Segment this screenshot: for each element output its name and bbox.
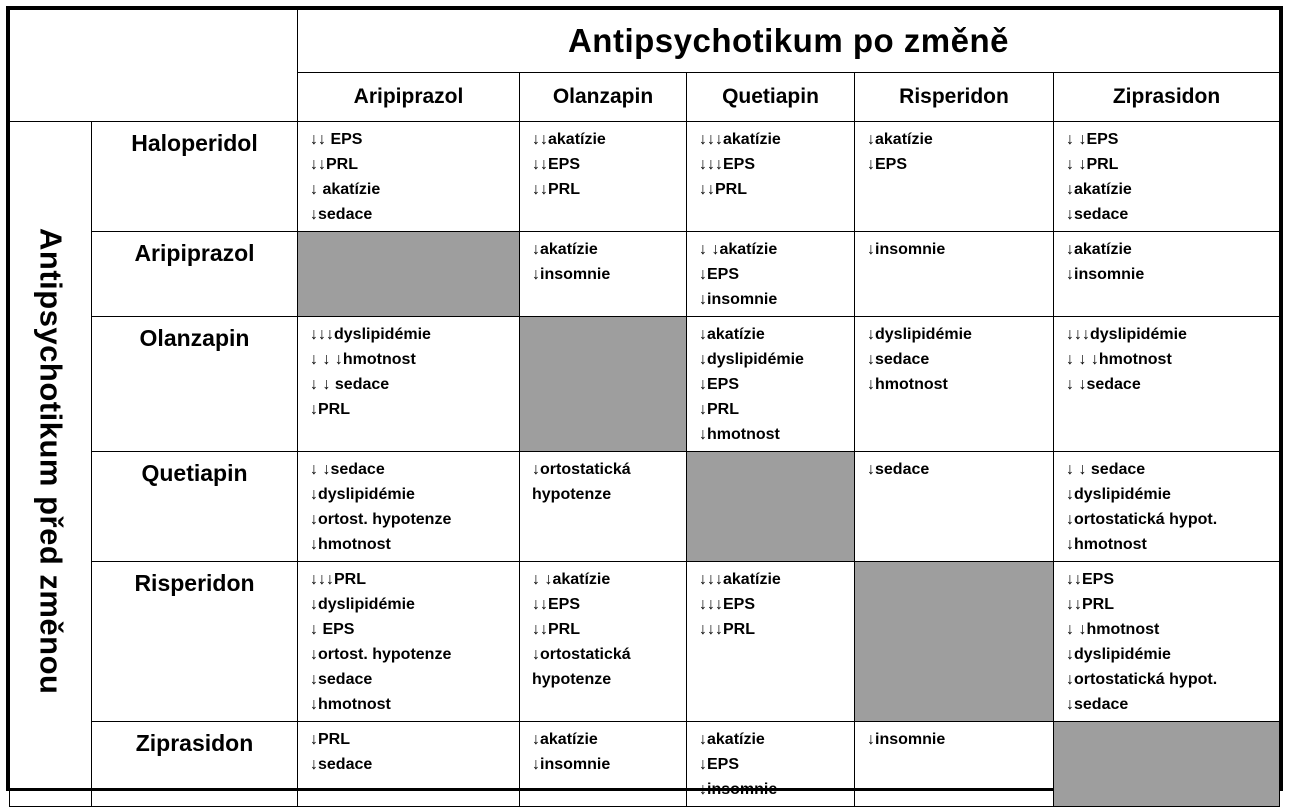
effect-item: ↓dyslipidémie	[867, 326, 972, 343]
effect-item: ↓↓EPS	[532, 596, 581, 613]
row-header-risperidon: Risperidon	[92, 562, 298, 722]
effect-item: ↓↓↓PRL	[699, 621, 755, 638]
effect-item: ↓dyslipidémie	[310, 596, 415, 613]
effect-item: ↓↓↓EPS	[699, 156, 756, 173]
effect-cell	[520, 562, 687, 722]
effect-item: ↓sedace	[1066, 206, 1129, 223]
table-row	[10, 232, 1280, 317]
effect-item: ↓insomnie	[867, 241, 946, 258]
effect-item: ↓dyslipidémie	[1066, 486, 1171, 503]
effect-item: ↓↓↓dyslipidémie	[310, 326, 431, 343]
effect-item: ↓↓↓akatízie	[699, 571, 781, 588]
effect-item: ↓akatízie	[532, 731, 598, 748]
effect-item: ↓ortost. hypotenze	[310, 646, 452, 663]
effect-cell	[520, 232, 687, 317]
effect-item: ↓hmotnost	[699, 426, 780, 443]
effect-cell	[1054, 122, 1280, 232]
effect-item: ↓sedace	[310, 756, 373, 773]
effect-item: ↓EPS	[699, 756, 740, 773]
effect-cell	[687, 122, 855, 232]
effect-item: ↓hmotnost	[867, 376, 948, 393]
effect-cell	[687, 562, 855, 722]
switching-matrix	[6, 6, 1283, 798]
before-switch-label: Antipsychotikum před změnou	[33, 228, 69, 695]
header-row-after	[10, 10, 1280, 73]
effect-item: ↓ ↓akatízie	[532, 571, 611, 588]
effect-item: ↓ ↓ ↓hmotnost	[310, 351, 416, 368]
effect-item: ↓ ↓EPS	[1066, 131, 1119, 148]
effect-item: ↓ ↓sedace	[310, 461, 385, 478]
effect-item: ↓↓akatízie	[532, 131, 606, 148]
effect-cell	[520, 722, 687, 807]
effect-item: ↓dyslipidémie	[1066, 646, 1171, 663]
effect-item: ↓insomnie	[867, 731, 946, 748]
table-row	[10, 562, 1280, 722]
effect-item: ↓sedace	[1066, 696, 1129, 713]
column-header-risperidon: Risperidon	[855, 73, 1054, 122]
effect-item: ↓akatízie	[1066, 181, 1132, 198]
after-switch-header: Antipsychotikum po změně	[298, 10, 1280, 73]
empty-cell	[1054, 722, 1280, 807]
row-header-ziprasidon: Ziprasidon	[92, 722, 298, 807]
table-row	[10, 722, 1280, 807]
effect-cell	[1054, 232, 1280, 317]
effect-cell	[855, 122, 1054, 232]
effect-item: ↓↓↓EPS	[699, 596, 756, 613]
column-header-quetiapin: Quetiapin	[687, 73, 855, 122]
effect-item: ↓ortostatická hypot.	[1066, 511, 1218, 528]
effect-item: hypotenze	[532, 486, 612, 503]
effect-item: ↓↓PRL	[699, 181, 747, 198]
table-row	[10, 122, 1280, 232]
effect-cell	[855, 317, 1054, 452]
effect-item: ↓insomnie	[1066, 266, 1145, 283]
empty-cell	[298, 232, 520, 317]
effect-item: ↓↓ EPS	[310, 131, 363, 148]
effect-item: ↓EPS	[699, 376, 740, 393]
effect-item: ↓akatízie	[699, 326, 765, 343]
effect-cell	[1054, 562, 1280, 722]
corner-cell	[10, 10, 298, 122]
effect-cell	[687, 722, 855, 807]
effect-item: ↓ ↓sedace	[1066, 376, 1141, 393]
effect-item: ↓sedace	[310, 671, 373, 688]
effect-item: ↓insomnie	[699, 291, 778, 308]
effect-item: ↓PRL	[699, 401, 739, 418]
effect-item: ↓EPS	[867, 156, 908, 173]
empty-cell	[520, 317, 687, 452]
effect-item: ↓akatízie	[1066, 241, 1132, 258]
effect-item: ↓dyslipidémie	[699, 351, 804, 368]
switching-table	[9, 9, 1280, 807]
effect-item: ↓ ↓akatízie	[699, 241, 778, 258]
effect-item: ↓ortostatická hypot.	[1066, 671, 1218, 688]
table-row	[10, 452, 1280, 562]
effect-item: ↓↓EPS	[1066, 571, 1115, 588]
effect-item: ↓PRL	[310, 401, 350, 418]
effect-item: ↓↓PRL	[532, 621, 580, 638]
effect-item: ↓ ↓ sedace	[310, 376, 390, 393]
effect-item: ↓sedace	[310, 206, 373, 223]
column-header-aripiprazol: Aripiprazol	[298, 73, 520, 122]
effect-item: ↓ortostatická	[532, 461, 631, 478]
row-header-haloperidol: Haloperidol	[92, 122, 298, 232]
effect-item: ↓ ↓hmotnost	[1066, 621, 1160, 638]
effect-item: ↓hmotnost	[1066, 536, 1147, 553]
effect-cell	[687, 317, 855, 452]
effect-cell	[298, 317, 520, 452]
effect-cell	[1054, 452, 1280, 562]
effect-item: ↓↓↓akatízie	[699, 131, 781, 148]
effect-cell	[855, 722, 1054, 807]
effect-item: ↓insomnie	[699, 781, 778, 798]
effect-item: ↓ ↓PRL	[1066, 156, 1119, 173]
effect-item: ↓↓EPS	[532, 156, 581, 173]
column-header-olanzapin: Olanzapin	[520, 73, 687, 122]
effect-item: ↓insomnie	[532, 756, 611, 773]
effect-item: ↓akatízie	[699, 731, 765, 748]
effect-cell	[520, 122, 687, 232]
effect-item: ↓↓↓PRL	[310, 571, 366, 588]
table-body	[10, 10, 1280, 807]
effect-cell	[298, 122, 520, 232]
effect-cell	[855, 452, 1054, 562]
effect-item: ↓ ↓ sedace	[1066, 461, 1146, 478]
effect-item: ↓ akatízie	[310, 181, 381, 198]
row-header-olanzapin: Olanzapin	[92, 317, 298, 452]
effect-item: ↓↓PRL	[1066, 596, 1114, 613]
before-switch-header	[10, 122, 92, 807]
effect-item: ↓PRL	[310, 731, 350, 748]
effect-item: ↓ EPS	[310, 621, 355, 638]
effect-item: ↓ortost. hypotenze	[310, 511, 452, 528]
effect-item: ↓EPS	[699, 266, 740, 283]
effect-item: ↓akatízie	[532, 241, 598, 258]
effect-item: ↓↓PRL	[310, 156, 358, 173]
table-row	[10, 317, 1280, 452]
effect-item: ↓↓↓dyslipidémie	[1066, 326, 1187, 343]
effect-item: ↓insomnie	[532, 266, 611, 283]
row-header-aripiprazol: Aripiprazol	[92, 232, 298, 317]
effect-item: ↓ ↓ ↓hmotnost	[1066, 351, 1172, 368]
effect-item: ↓sedace	[867, 351, 930, 368]
effect-item: hypotenze	[532, 671, 612, 688]
effect-cell	[298, 452, 520, 562]
empty-cell	[687, 452, 855, 562]
effect-cell	[520, 452, 687, 562]
effect-cell	[1054, 317, 1280, 452]
effect-item: ↓hmotnost	[310, 696, 391, 713]
row-header-quetiapin: Quetiapin	[92, 452, 298, 562]
effect-item: ↓sedace	[867, 461, 930, 478]
column-header-ziprasidon: Ziprasidon	[1054, 73, 1280, 122]
effect-item: ↓↓PRL	[532, 181, 580, 198]
effect-cell	[855, 232, 1054, 317]
effect-cell	[298, 722, 520, 807]
effect-item: ↓dyslipidémie	[310, 486, 415, 503]
effect-item: ↓ortostatická	[532, 646, 631, 663]
effect-item: ↓hmotnost	[310, 536, 391, 553]
effect-cell	[298, 562, 520, 722]
empty-cell	[855, 562, 1054, 722]
effect-cell	[687, 232, 855, 317]
effect-item: ↓akatízie	[867, 131, 933, 148]
